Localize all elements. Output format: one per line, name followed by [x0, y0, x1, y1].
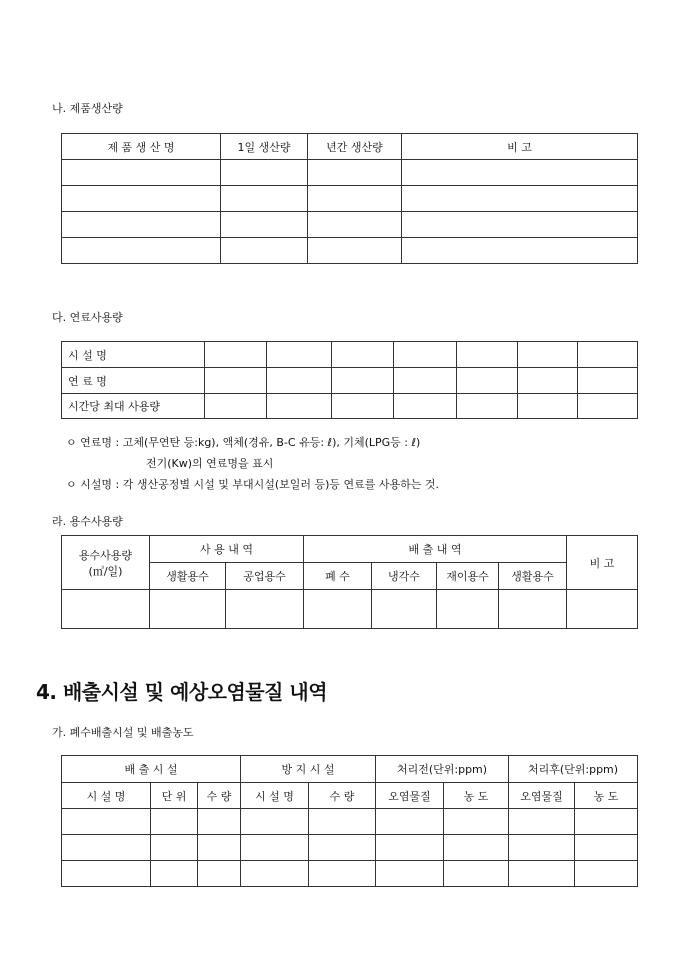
- header-cell: 배 출 내 역: [304, 536, 567, 563]
- header-cell: 1일 생산량: [221, 134, 308, 160]
- header-cell: 단 위: [151, 783, 198, 809]
- section-title-product: 나. 제품생산량: [52, 102, 123, 115]
- header-cell: 사 용 내 역: [150, 536, 304, 563]
- table-row: [62, 861, 638, 887]
- header-cell: 폐 수: [304, 563, 372, 590]
- table-row: [62, 186, 638, 212]
- note-fuel-name-cont: 전기(Kw)의 연료명을 표시: [146, 457, 274, 470]
- header-cell: 년간 생산량: [308, 134, 402, 160]
- product-table: [61, 133, 638, 264]
- section-title-wastewater: 가. 폐수배출시설 및 배출농도: [52, 726, 194, 739]
- table-row: [62, 835, 638, 861]
- header-cell: 용수사용량 (㎥/일): [62, 536, 150, 590]
- header-cell: 수 량: [309, 783, 376, 809]
- header-cell: 생활용수: [499, 563, 567, 590]
- fuel-table: [61, 341, 638, 419]
- header-cell: 수 량: [198, 783, 241, 809]
- row-label: 연 료 명: [62, 368, 205, 394]
- header-cell: 비 고: [567, 536, 638, 590]
- header-cell: 비 고: [402, 134, 638, 160]
- header-cell: 제 품 생 산 명: [62, 134, 221, 160]
- table-row: [62, 160, 638, 186]
- table-row: [62, 212, 638, 238]
- header-cell: 오염물질: [376, 783, 444, 809]
- water-table: [61, 535, 638, 629]
- section-title-fuel: 다. 연료사용량: [52, 311, 123, 324]
- header-cell: 생활용수: [150, 563, 226, 590]
- header-cell: 공업용수: [226, 563, 304, 590]
- wastewater-table: [61, 755, 638, 887]
- header-cell: 처리후(단위:ppm): [509, 756, 638, 783]
- header-cell: 오염물질: [509, 783, 575, 809]
- header-cell: 시 설 명: [62, 783, 151, 809]
- note-fuel-name: ㅇ 연료명 : 고체(무연탄 등:kg), 액체(경유, B-C 유등: ℓ), 기체(LPG등 : ℓ): [66, 436, 421, 449]
- header-cell: 처리전(단위:ppm): [376, 756, 509, 783]
- section-heading: 4. 배출시설 및 예상오염물질 내역: [36, 680, 328, 704]
- row-label: 시 설 명: [62, 342, 205, 368]
- header-cell: 재이용수: [437, 563, 499, 590]
- note-facility-name: ㅇ 시설명 : 각 생산공정별 시설 및 부대시설(보일러 등)등 연료를 사용하는 것.: [66, 478, 440, 491]
- row-label: 시간당 최대 사용량: [62, 394, 205, 419]
- table-row: [62, 342, 638, 368]
- table-row: [62, 368, 638, 394]
- header-cell: 농 도: [444, 783, 509, 809]
- header-cell: 시 설 명: [241, 783, 309, 809]
- section-title-water: 라. 용수사용량: [52, 515, 123, 528]
- table-row: [62, 809, 638, 835]
- table-row: [62, 238, 638, 264]
- table-row: [62, 590, 638, 629]
- header-cell: 냉각수: [372, 563, 437, 590]
- header-cell: 배 출 시 설: [62, 756, 241, 783]
- table-row: [62, 394, 638, 419]
- header-cell: 방 지 시 설: [241, 756, 376, 783]
- header-cell: 농 도: [575, 783, 638, 809]
